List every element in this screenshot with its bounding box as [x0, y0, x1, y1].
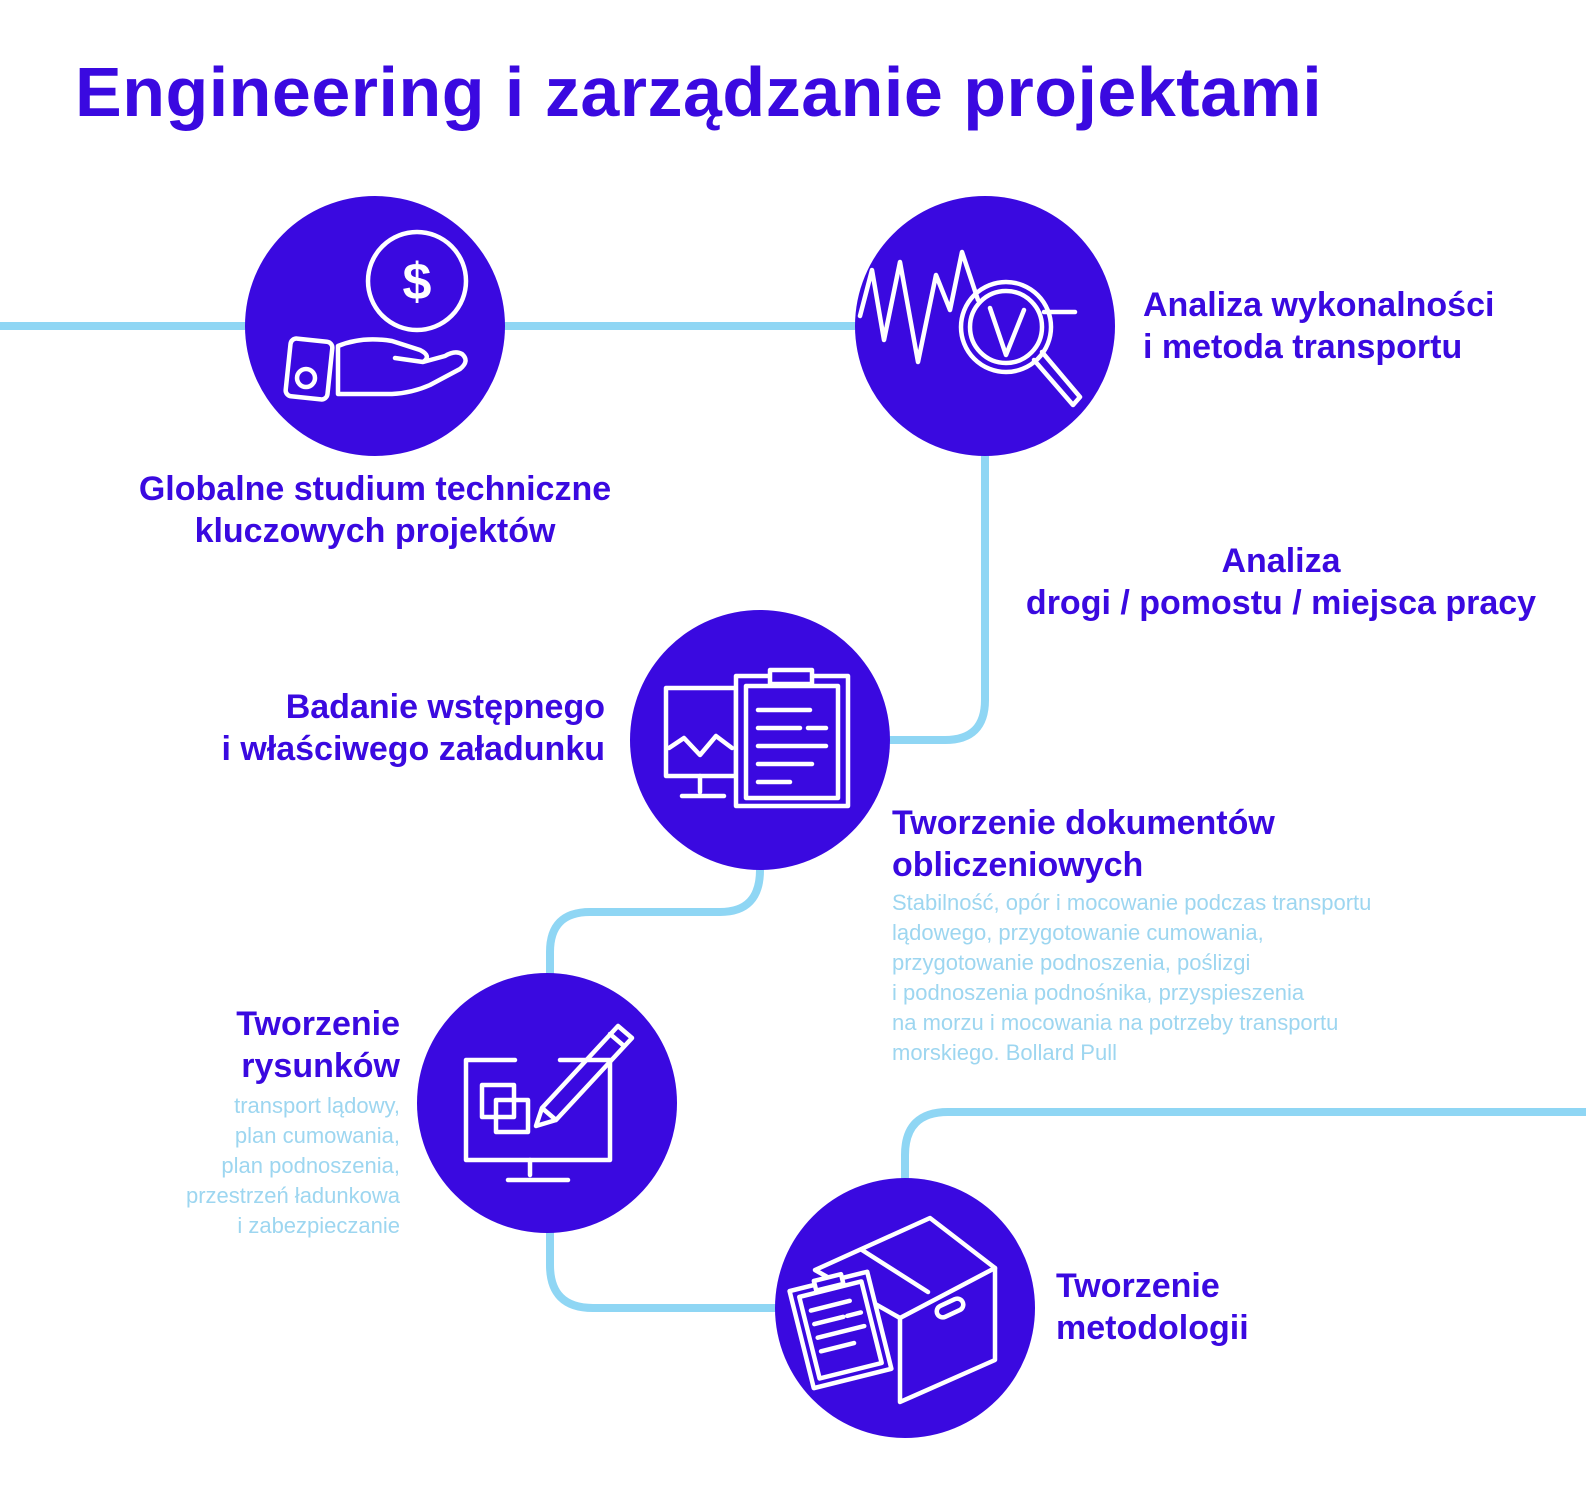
description-line: transport lądowy,	[234, 1093, 400, 1118]
step-label-line: Analiza	[1221, 542, 1341, 580]
step-label-line: rysunków	[241, 1047, 400, 1085]
circle-methodology	[775, 1178, 1035, 1438]
step-label-line: Tworzenie dokumentów	[892, 804, 1275, 842]
description-line: lądowego, przygotowanie cumowania,	[892, 920, 1264, 945]
step-description-drawings	[120, 1091, 400, 1241]
step-label-line: i metoda transportu	[1143, 328, 1463, 366]
step-label-line: obliczeniowych	[892, 846, 1144, 884]
description-line: na morzu i mocowania na potrzeby transportu	[892, 1010, 1339, 1035]
description-line: plan podnoszenia,	[221, 1153, 400, 1178]
step-label-drawings	[120, 1003, 400, 1087]
step-label-line: Tworzenie	[236, 1005, 400, 1043]
step-label-line: Badanie wstępnego	[285, 688, 605, 726]
step-label-line: Tworzenie	[1056, 1267, 1220, 1305]
circle-analysis	[855, 196, 1115, 456]
step-label-line: kluczowych projektów	[194, 512, 556, 550]
description-line: plan cumowania,	[234, 1123, 400, 1148]
page-title: Engineering i zarządzanie projektami	[75, 53, 1323, 131]
step-description-calc-docs	[892, 888, 1371, 1068]
circle-drawings	[417, 973, 677, 1233]
svg-text:$: $	[402, 253, 432, 311]
circle-money	[245, 196, 505, 456]
step-label-line: metodologii	[1056, 1309, 1249, 1347]
step-label-feasibility	[1143, 284, 1494, 368]
description-line: Stabilność, opór i mocowanie podczas transportu	[892, 890, 1372, 915]
step-label-line: Analiza wykonalności	[1143, 286, 1495, 324]
step-label-route-analysis	[1004, 540, 1558, 624]
step-label-line: drogi / pomostu / miejsca pracy	[1025, 584, 1537, 622]
description-line: morskiego. Bollard Pull	[892, 1040, 1117, 1065]
step-label-line: Globalne studium techniczne	[138, 470, 612, 508]
circle-loading	[630, 610, 890, 870]
description-line: przestrzeń ładunkowa	[185, 1183, 400, 1208]
description-line: przygotowanie podnoszenia, poślizgi	[892, 950, 1251, 975]
step-label-methodology	[1056, 1265, 1249, 1349]
step-label-calc-docs	[892, 802, 1275, 886]
description-line: i podnoszenia podnośnika, przyspieszenia	[892, 980, 1305, 1005]
step-label-loading	[150, 686, 605, 770]
description-line: i zabezpieczanie	[237, 1213, 400, 1238]
step-label-global-study	[120, 468, 630, 552]
step-label-line: i właściwego załadunku	[221, 730, 605, 768]
